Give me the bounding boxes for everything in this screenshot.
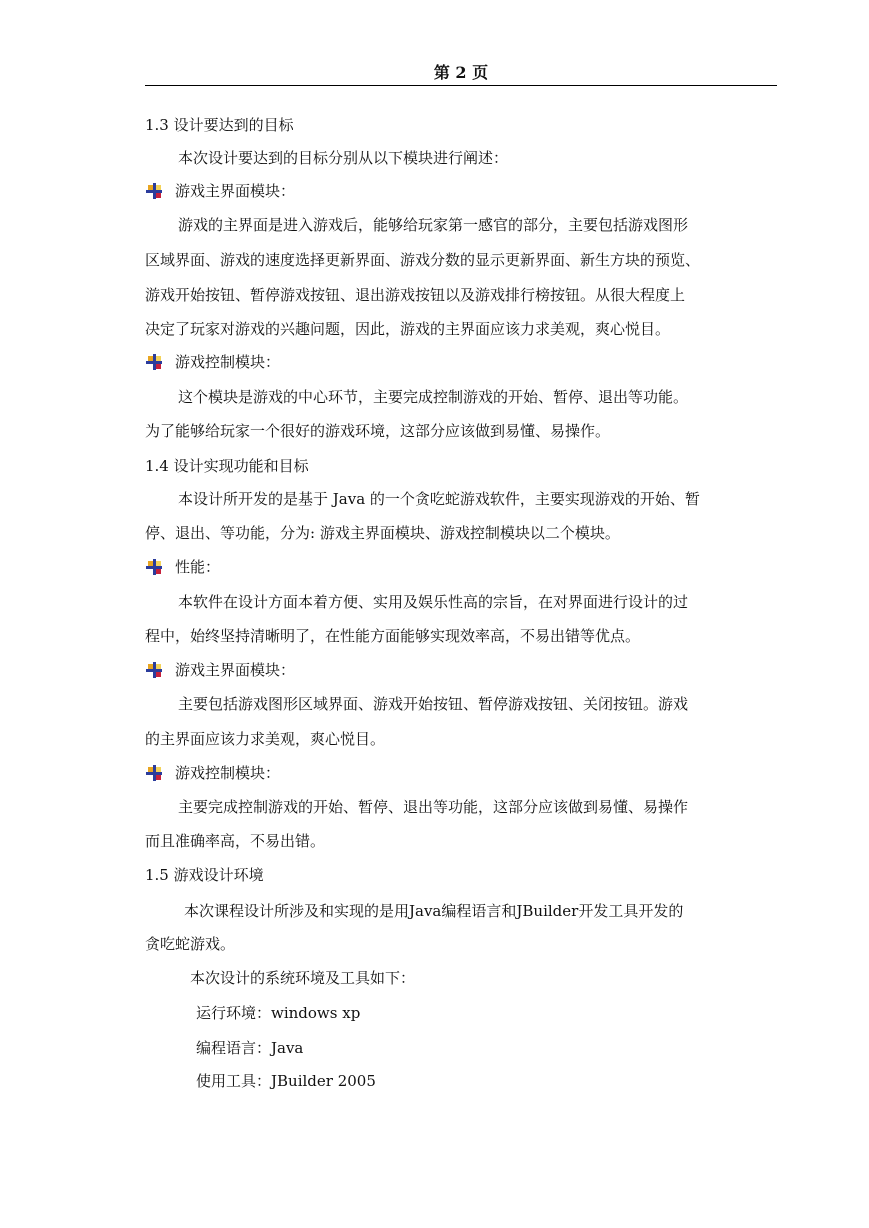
paragraph-line: 程中，始终坚持清晰明了，在性能方面能够实现效率高，不易出错等优点。 [145,627,641,645]
bullet-icon [145,558,163,576]
bullet-title: 游戏主界面模块： [175,182,296,200]
bullet-item-main-ui [145,181,295,201]
paragraph-line: 贪吃蛇游戏。 [145,935,236,953]
paragraph-line: 决定了玩家对游戏的兴趣问题，因此，游戏的主界面应该力求美观，爽心悦目。 [145,320,671,338]
paragraph-line: 主要包括游戏图形区域界面、游戏开始按钮、暂停游戏按钮、关闭按钮。游戏 [178,695,689,713]
paragraph-line: 本软件在设计方面本着方便、实用及娱乐性高的宗旨，在对界面进行设计的过 [178,593,689,611]
bullet-item-performance [145,557,220,577]
paragraph-line: 而且准确率高，不易出错。 [145,832,326,850]
paragraph-line: 主要完成控制游戏的开始、暂停、退出等功能，这部分应该做到易懂、易操作 [178,798,689,816]
bullet-item-main-ui-2 [145,660,295,680]
paragraph-line: 为了能够给玩家一个很好的游戏环境，这部分应该做到易懂、易操作。 [145,422,611,440]
section-1-5-heading: 1.5 游戏设计环境 [145,866,264,884]
paragraph-line: 的主界面应该力求美观，爽心悦目。 [145,730,386,748]
paragraph-line: 本次课程设计所涉及和实现的是用Java编程语言和JBuilder开发工具开发的 [184,902,684,920]
paragraph-line: 游戏开始按钮、暂停游戏按钮、退出游戏按钮以及游戏排行榜按钮。从很大程度上 [145,286,686,304]
paragraph-line: 本设计所开发的是基于 Java 的一个贪吃蛇游戏软件，主要实现游戏的开始、暂 [178,490,700,508]
env-intro: 本次设计的系统环境及工具如下： [190,969,416,987]
env-item: 编程语言：Java [196,1039,304,1057]
bullet-title: 性能： [175,558,221,576]
section-1-3-heading: 1.3 设计要达到的目标 [145,116,294,134]
section-1-4-heading: 1.4 设计实现功能和目标 [145,457,309,475]
env-item: 使用工具：JBuilder 2005 [196,1072,376,1090]
bullet-item-control [145,352,280,372]
bullet-icon [145,661,163,679]
paragraph-line: 游戏的主界面是进入游戏后，能够给玩家第一感官的部分，主要包括游戏图形 [178,216,689,234]
header-divider [145,85,777,86]
bullet-icon [145,353,163,371]
bullet-icon [145,764,163,782]
bullet-title: 游戏控制模块： [175,764,281,782]
bullet-icon [145,182,163,200]
bullet-title: 游戏主界面模块： [175,661,296,679]
bullet-title: 游戏控制模块： [175,353,281,371]
bullet-item-control-2 [145,763,280,783]
section-1-3-intro: 本次设计要达到的目标分别从以下模块进行阐述： [178,149,509,167]
paragraph-line: 这个模块是游戏的中心环节，主要完成控制游戏的开始、暂停、退出等功能。 [178,388,689,406]
paragraph-line: 停、退出、等功能，分为: 游戏主界面模块、游戏控制模块以二个模块。 [145,524,620,542]
env-item: 运行环境：windows xp [196,1004,361,1022]
page-header: 第 2 页 [433,63,489,82]
paragraph-line: 区域界面、游戏的速度选择更新界面、游戏分数的显示更新界面、新生方块的预览、 [145,251,701,269]
